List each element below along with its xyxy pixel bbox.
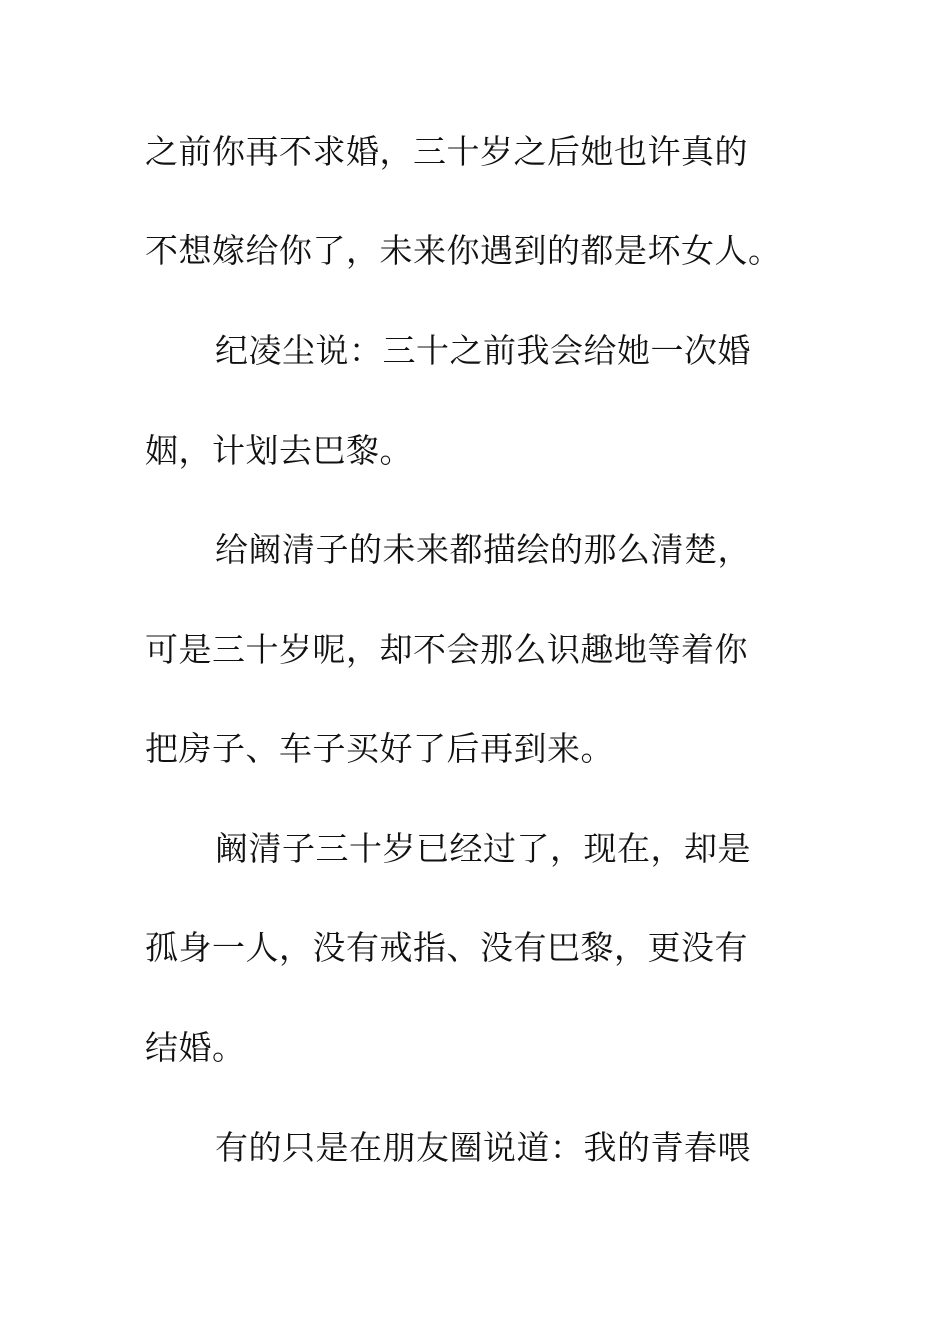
text-line: 之前你再不求婚，三十岁之后她也许真的 [145, 132, 748, 171]
text-line: 孤身一人，没有戒指、没有巴黎，更没有 [145, 928, 748, 967]
paragraph-start-line: 纪凌尘说：三十之前我会给她一次婚 [215, 331, 751, 370]
text-line: 把房子、车子买好了后再到来。 [145, 729, 614, 768]
text-line: 不想嫁给你了，未来你遇到的都是坏女人。 [145, 231, 782, 270]
text-line: 姻，计划去巴黎。 [145, 431, 413, 470]
paragraph-start-line: 有的只是在朋友圈说道：我的青春喂 [215, 1128, 751, 1167]
text-line: 可是三十岁呢，却不会那么识趣地等着你 [145, 630, 748, 669]
paragraph-start-line: 给阚清子的未来都描绘的那么清楚， [215, 530, 751, 569]
paragraph-start-line: 阚清子三十岁已经过了，现在，却是 [215, 829, 751, 868]
text-line: 结婚。 [145, 1028, 246, 1067]
